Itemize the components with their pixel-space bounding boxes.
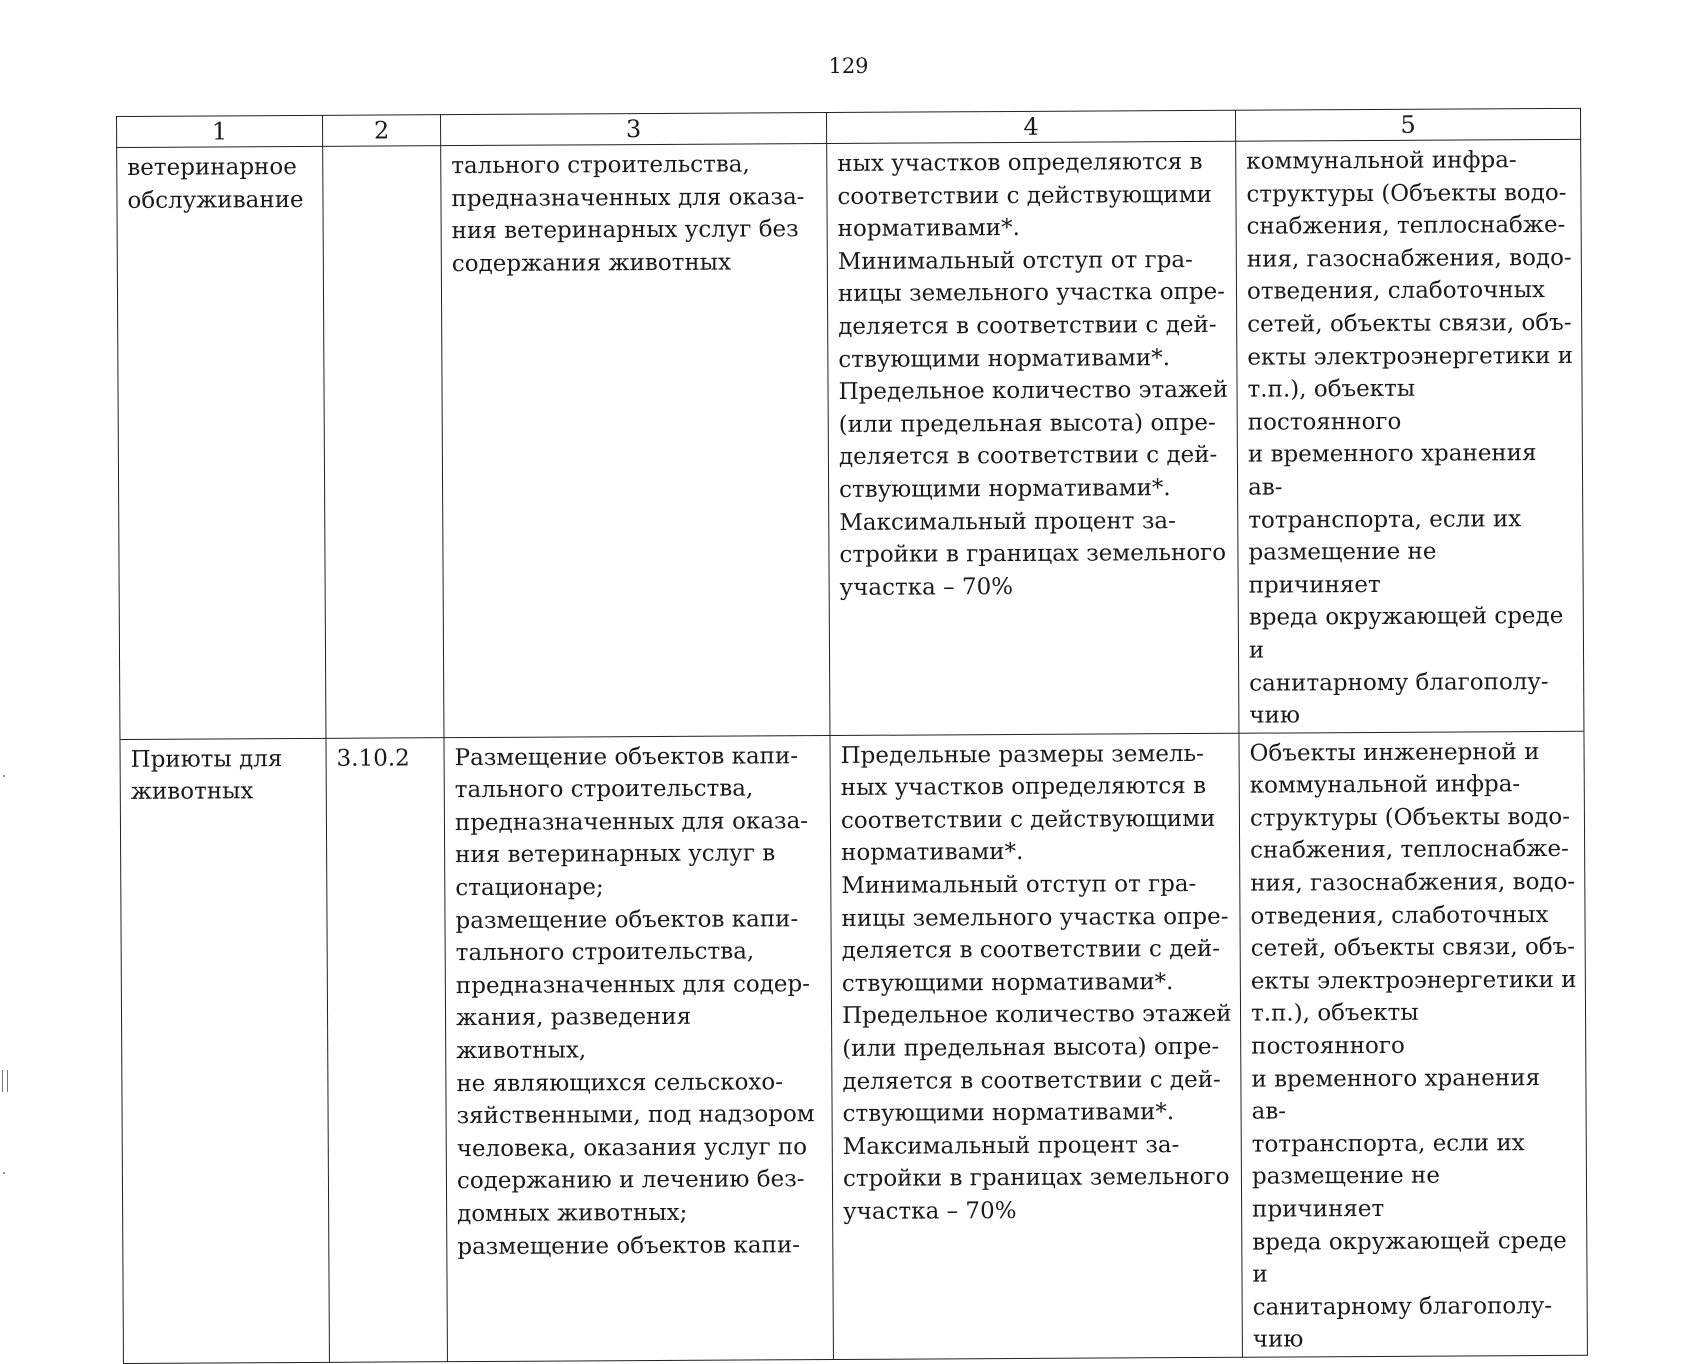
use-type-description: тального строительства, предназначенных для оказа- ния ветеринарных услуг без содержания животных — [441, 144, 830, 738]
table-row — [117, 139, 1584, 739]
land-use-table — [116, 108, 1587, 1364]
scan-margin-dot — [3, 775, 5, 777]
header-cell-2: 2 — [322, 115, 440, 147]
scan-margin-dot — [3, 1172, 5, 1174]
header-cell-1: 1 — [117, 115, 323, 147]
use-type-name: Приюты для животных — [120, 738, 329, 1363]
header-cell-4: 4 — [826, 110, 1235, 143]
use-type-auxiliary: Объекты инженерной и коммунальной инфра- структуры (Объекты водо- снабжения, теплоснабже- ния, газоснабжения, водо- отведения, слаботочных сетей, объекты связи, объ- екты электроэнергетики и т.п.), объекты постоянного и временного хранения ав- тотранспорта, если их размещение не причиняет вреда окружающей среде и санитарному благополу- чию — [1239, 731, 1587, 1357]
header-cell-3: 3 — [440, 113, 826, 146]
page-number: 129 — [828, 54, 869, 78]
header-cell-5: 5 — [1235, 108, 1580, 141]
use-type-parameters: ных участков определяются в соответствии с действующими нормативами*. Минимальный отступ от гра- ницы земельного участка опре- деляется в соответствии с дей- ствующими нормативами*. Предельное количество этажей (или предельная высота) опре- деляется в соответствии с дей- ствующими нормативами*. Максимальный процент за- стройки в границах земельного участка – 70% — [827, 141, 1239, 735]
use-type-description: Размещение объектов капи- тального строительства, предназначенных для оказа- ния ветеринарных услуг в стационаре; размещение объектов капи- тального строительства, предназначенных для содер- жания, разведения животных, не являющихся сельскохо- зяйственными, под надзором человека, оказания услуг по содержанию и лечению без- домных животных; размещение объектов капи- — [444, 735, 833, 1361]
use-type-name: ветеринарное обслуживание — [117, 146, 326, 739]
use-type-parameters: Предельные размеры земель- ных участков определяются в соответствии с действующими нормативами*. Минимальный отступ от гра- ницы земельного участка опре- деляется в соответствии с дей- ствующими нормативами*. Предельное количество этажей (или предельная высота) опре- деляется в соответствии с дей- ствующими нормативами*. Максимальный процент за- стройки в границах земельного участка – 70% — [830, 733, 1242, 1360]
scan-margin-mark — [2, 1070, 8, 1092]
use-type-code — [323, 146, 444, 738]
use-type-auxiliary: коммунальной инфра- структуры (Объекты водо- снабжения, теплоснабже- ния, газоснабжения, водо- отведения, слаботочных сетей, объекты связи, объ- екты электроэнергетики и т.п.), объекты постоянного и временного хранения ав- тотранспорта, если их размещение не причиняет вреда окружающей среде и санитарному благополу- чию — [1236, 139, 1584, 733]
use-type-code: 3.10.2 — [326, 737, 447, 1362]
table-row — [120, 731, 1587, 1363]
